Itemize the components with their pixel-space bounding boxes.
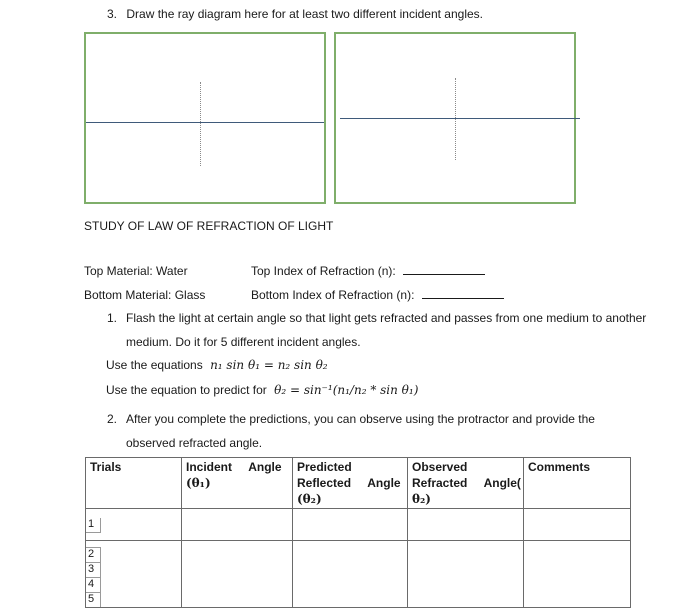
question-number: 3. bbox=[107, 7, 118, 21]
ray-diagram-box-1[interactable] bbox=[84, 32, 326, 204]
trial-number-cell: 1 bbox=[86, 509, 182, 541]
snell-law-equation: n₁ sin θ₁ = n₂ sin θ₂ bbox=[210, 358, 328, 372]
incident-angle-cell[interactable] bbox=[182, 541, 293, 608]
table-header-row bbox=[86, 458, 631, 509]
table-row bbox=[86, 509, 631, 541]
trials-table bbox=[85, 457, 631, 608]
header-observed-angle: Observed Refracted Angle( θ₂) bbox=[408, 458, 524, 509]
normal-line bbox=[455, 78, 456, 160]
top-index-blank[interactable] bbox=[403, 273, 485, 275]
ray-diagram-box-2[interactable] bbox=[334, 32, 576, 204]
predicted-angle-cell[interactable] bbox=[293, 509, 408, 541]
step-2-line1: After you complete the predictions, you can observe using the protractor and provide the bbox=[126, 412, 595, 426]
step-1-line2: medium. Do it for 5 different incident angles. bbox=[126, 335, 361, 349]
top-index-field[interactable] bbox=[251, 264, 485, 278]
comments-cell[interactable] bbox=[524, 509, 631, 541]
section-heading: STUDY OF LAW OF REFRACTION OF LIGHT bbox=[84, 219, 334, 233]
bottom-index-field[interactable] bbox=[251, 288, 504, 302]
equation-1-prefix: Use the equations bbox=[106, 358, 203, 372]
comments-cell[interactable] bbox=[524, 541, 631, 608]
top-index-label: Top Index of Refraction (n): bbox=[251, 264, 396, 278]
header-comments: Comments bbox=[524, 458, 631, 509]
predicted-angle-cell[interactable] bbox=[293, 541, 408, 608]
header-predicted-angle: Predicted Reflected Angle (θ₂) bbox=[293, 458, 408, 509]
trial-number-cell: 2 3 4 5 bbox=[86, 541, 182, 608]
observed-angle-cell[interactable] bbox=[408, 541, 524, 608]
bottom-index-label: Bottom Index of Refraction (n): bbox=[251, 288, 415, 302]
question-text: Draw the ray diagram here for at least two different incident angles. bbox=[126, 7, 483, 21]
normal-line bbox=[200, 82, 201, 166]
step-2-number: 2. bbox=[107, 412, 118, 426]
step-2-line2: observed refracted angle. bbox=[126, 436, 263, 450]
step-1-line1: Flash the light at certain angle so that light gets refracted and passes from one medium to another bbox=[126, 311, 647, 325]
top-material-label: Top Material: Water bbox=[84, 264, 188, 278]
equation-2 bbox=[106, 383, 418, 397]
equation-1 bbox=[106, 358, 328, 372]
interface-line bbox=[340, 118, 580, 119]
step-1-number: 1. bbox=[107, 311, 118, 325]
question-3 bbox=[107, 7, 483, 21]
prediction-equation: θ₂ = sin⁻¹(n₁/n₂ * sin θ₁) bbox=[274, 383, 419, 397]
bottom-index-blank[interactable] bbox=[422, 297, 504, 299]
interface-line bbox=[86, 122, 324, 123]
header-trials: Trials bbox=[86, 458, 182, 509]
table-row bbox=[86, 541, 631, 608]
observed-angle-cell[interactable] bbox=[408, 509, 524, 541]
equation-2-prefix: Use the equation to predict for bbox=[106, 383, 267, 397]
bottom-material-label: Bottom Material: Glass bbox=[84, 288, 206, 302]
incident-angle-cell[interactable] bbox=[182, 509, 293, 541]
header-incident-angle: Incident Angle (θ₁) bbox=[182, 458, 293, 509]
